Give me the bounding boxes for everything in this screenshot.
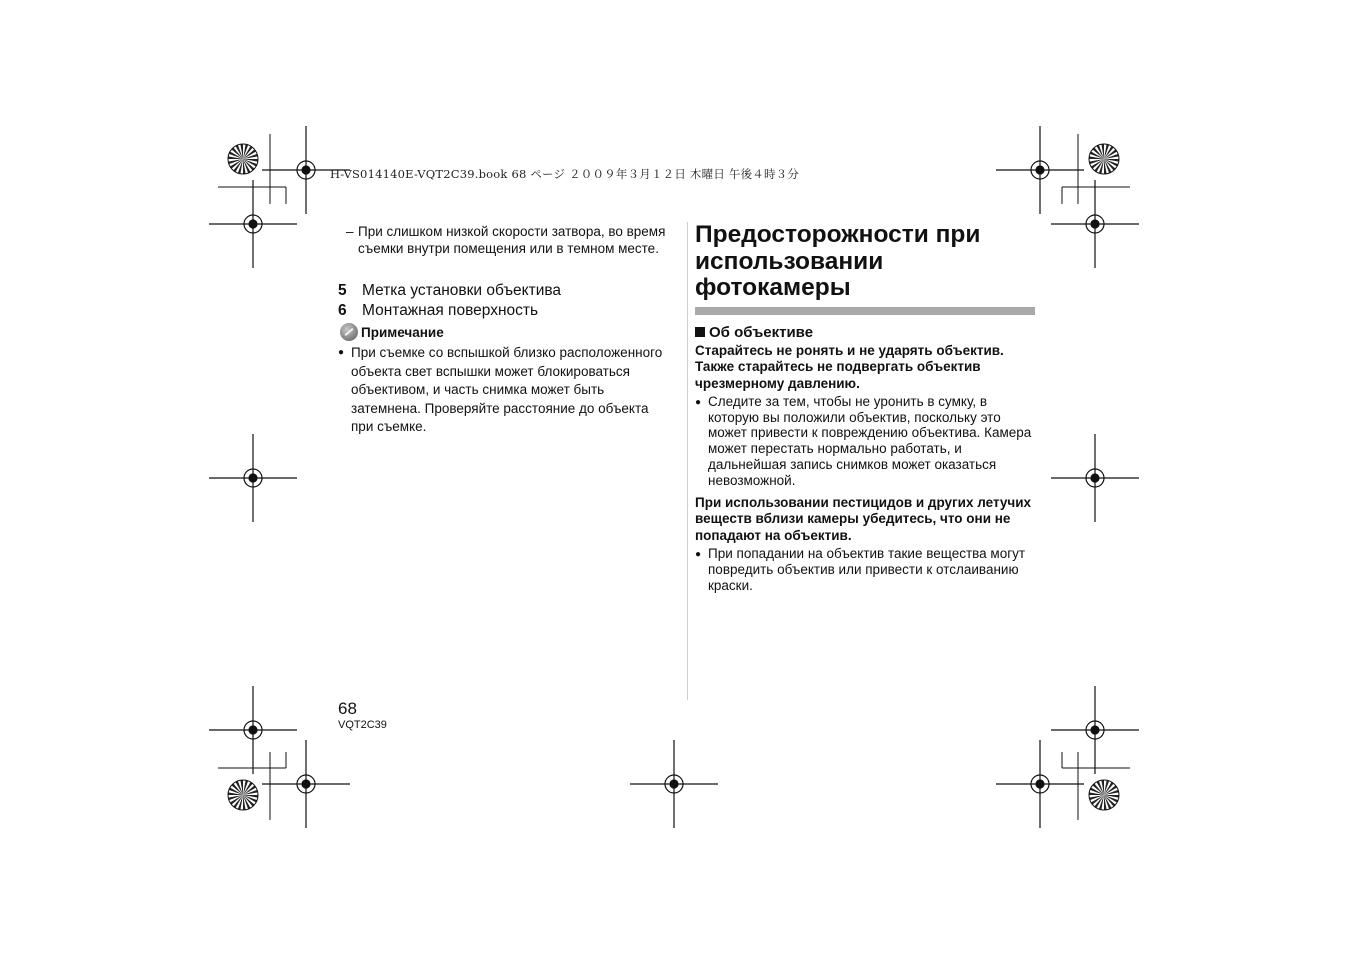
note-pencil-icon [340,323,358,341]
crosshair-target-mark [209,686,297,774]
bullet-item-1: ● Следите за тем, чтобы не уронить в сумку, в которую вы положили объектив, поскольку это может привести к повреждению объектива. Камера может перестать нормально работать, и дальнейшая запись снимков может оказаться невозможной. [695,394,1040,489]
dash-item-text: При слишком низкой скорости затвора, во время съемки внутри помещения или в темном месте. [358,224,666,256]
dash-list-item [346,223,666,257]
note-heading [340,323,444,341]
body-block-2 [695,546,1040,593]
subheading-text: Об объективе [709,323,814,341]
star-registration-mark [1089,144,1119,174]
crosshair-target-mark [209,180,297,268]
print-header-line: H-VS014140E-VQT2C39.book 68 ページ ２００９年３月１２日 木曜日 午後４時３分 [330,167,800,181]
right-column [695,222,1040,593]
star-registration-mark [228,780,258,810]
section-title [695,222,1040,302]
crosshair-target-mark [209,434,297,522]
crosshair-target-mark [1051,686,1139,774]
title-line-3: фотокамеры [695,274,851,301]
title-underline-bar [695,307,1035,315]
body-block-1 [695,394,1040,489]
crosshair-target-mark [996,126,1084,214]
item-number: 5 [338,282,347,299]
note-bullet: ● При съемке со вспышкой близко расположенного объекта свет вспышки может блокироваться объективом, и часть снимка может быть затемнена. Проверяйте расстояние до объекта при съемке. [338,344,673,437]
note-body [338,344,673,437]
crosshair-target-mark [1051,434,1139,522]
crosshair-target-mark [996,740,1084,828]
title-line-2: использовании [695,247,884,275]
title-line-1: Предосторожности при [695,221,981,248]
document-code: VQT2C39 [338,719,387,731]
crosshair-target-mark [630,740,718,828]
crosshair-target-mark [262,740,350,828]
star-registration-mark [1089,780,1119,810]
item-label: Монтажная поверхность [362,302,539,319]
crosshair-target-mark [1051,180,1139,268]
item-number: 6 [338,302,347,319]
column-divider [687,222,688,700]
numbered-item-6 [338,301,538,321]
black-square-icon [695,327,705,337]
warning-paragraph-2: При использовании пестицидов и других летучих веществ вблизи камеры убедитесь, что они не попадают на объектив. [695,494,1032,544]
bullet-item-2: ● При попадании на объектив такие вещества могут повредить объектив или привести к отслаиванию краски. [695,546,1040,593]
star-registration-mark [228,144,258,174]
item-label: Метка установки объектива [362,282,562,299]
page-number: 68 [338,699,357,718]
subheading [695,324,1040,341]
warning-paragraph-1: Старайтесь не ронять и не ударять объектив. Также старайтесь не подвергать объектив чрезмерному давлению. [695,342,1004,392]
note-title: Примечание [361,324,444,340]
dash-marker: – [346,224,354,239]
numbered-item-5 [338,281,561,301]
